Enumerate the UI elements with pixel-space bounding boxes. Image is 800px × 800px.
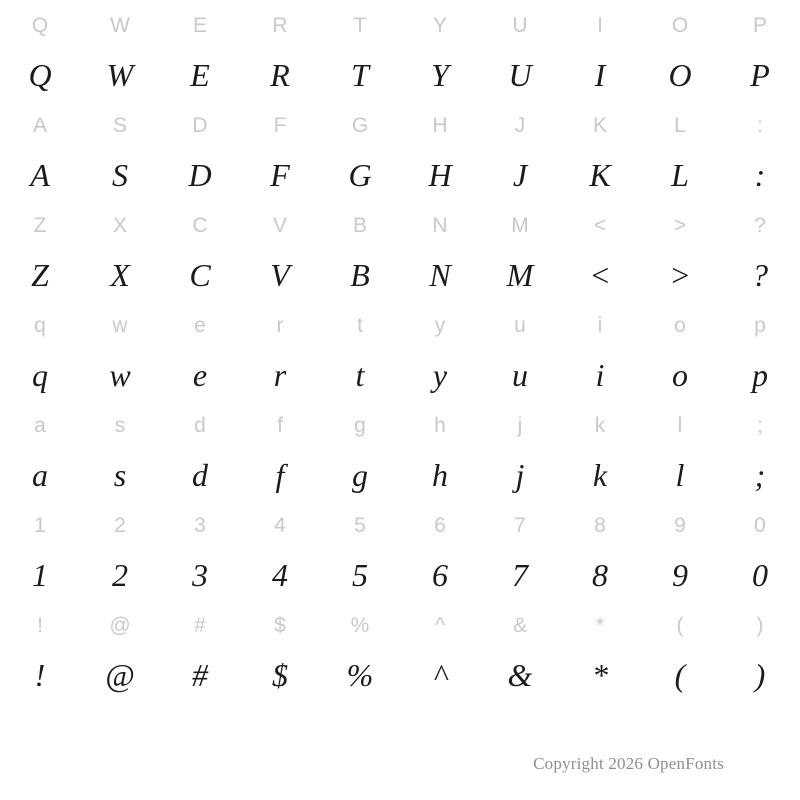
glyph-cell: * — [595, 613, 605, 637]
glyph-cell: i — [595, 357, 605, 393]
glyph-cell: F — [270, 157, 290, 193]
glyph-cell: r — [273, 357, 287, 393]
glyph-cell: S — [112, 157, 128, 193]
copyright-notice: Copyright 2026 OpenFonts — [533, 754, 724, 773]
glyph-cell: j — [517, 413, 523, 437]
glyph-cell: X — [110, 257, 130, 293]
glyph-cell: P — [750, 57, 770, 93]
glyph-cell: y — [432, 357, 448, 393]
glyph-cell: s — [113, 457, 127, 493]
glyph-cell: t — [355, 357, 365, 393]
glyph-cell: ; — [757, 413, 763, 437]
glyph-cell: e — [194, 313, 206, 337]
glyph-cell: @ — [109, 613, 131, 637]
glyph-cell: g — [354, 413, 366, 437]
glyph-cell: p — [752, 357, 768, 393]
glyph-cell: e — [192, 357, 208, 393]
glyph-cell: < — [589, 257, 611, 293]
glyph-cell: 4 — [272, 557, 288, 593]
glyph-cell: ( — [676, 613, 684, 637]
glyph-cell: Y — [432, 13, 447, 37]
glyph-cell: F — [273, 113, 287, 137]
glyph-cell: L — [671, 157, 689, 193]
glyph-cell: O — [671, 13, 689, 37]
glyph-cell: R — [272, 13, 288, 37]
glyph-cell: & — [507, 657, 533, 693]
glyph-cell: G — [348, 157, 372, 193]
glyph-cell: U — [508, 57, 532, 93]
glyph-cell: B — [350, 257, 370, 293]
glyph-cell: % — [350, 613, 370, 637]
glyph-cell: M — [511, 213, 529, 237]
glyph-cell: a — [32, 457, 48, 493]
glyph-cell: Z — [33, 213, 47, 237]
glyph-cell: N — [429, 257, 451, 293]
glyph-cell: W — [106, 57, 134, 93]
glyph-cell: ^ — [435, 613, 445, 637]
glyph-cell: D — [188, 157, 212, 193]
glyph-cell: d — [192, 457, 208, 493]
glyph-cell: y — [434, 313, 446, 337]
glyph-cell: E — [190, 57, 210, 93]
glyph-cell: s — [114, 413, 126, 437]
glyph-cell: R — [270, 57, 290, 93]
glyph-cell: 8 — [594, 513, 606, 537]
glyph-cell: V — [272, 213, 287, 237]
glyph-cell: G — [351, 113, 369, 137]
glyph-cell: 7 — [512, 557, 528, 593]
glyph-cell: 9 — [674, 513, 686, 537]
glyph-cell: U — [512, 13, 528, 37]
glyph-cell: 3 — [192, 557, 208, 593]
glyph-cell: C — [189, 257, 211, 293]
glyph-cell: h — [434, 413, 446, 437]
glyph-cell: 1 — [32, 557, 48, 593]
glyph-cell: : — [757, 113, 763, 137]
glyph-cell: A — [32, 113, 47, 137]
glyph-cell: > — [669, 257, 691, 293]
glyph-cell: ) — [756, 613, 764, 637]
glyph-cell: $ — [274, 613, 286, 637]
glyph-cell: 0 — [752, 557, 768, 593]
glyph-cell: 5 — [352, 557, 368, 593]
glyph-cell: 9 — [672, 557, 688, 593]
glyph-cell: Y — [431, 57, 449, 93]
glyph-cell: H — [428, 157, 452, 193]
glyph-cell: l — [677, 413, 683, 437]
glyph-cell: K — [592, 113, 607, 137]
glyph-cell: f — [275, 457, 285, 493]
glyph-cell: O — [668, 57, 692, 93]
glyph-cell: X — [112, 213, 127, 237]
glyph-cell: ! — [37, 613, 43, 637]
glyph-cell: W — [110, 13, 130, 37]
glyph-cell: f — [277, 413, 283, 437]
glyph-cell: 6 — [434, 513, 446, 537]
glyph-cell: B — [352, 213, 367, 237]
glyph-cell: 8 — [592, 557, 608, 593]
glyph-cell: ; — [754, 457, 766, 493]
glyph-cell: p — [754, 313, 766, 337]
glyph-cell: M — [506, 257, 534, 293]
glyph-cell: ( — [674, 657, 686, 693]
glyph-cell: q — [34, 313, 46, 337]
glyph-cell: 5 — [354, 513, 366, 537]
glyph-cell: ^ — [433, 657, 447, 693]
glyph-cell: # — [192, 657, 208, 693]
glyph-cell: E — [192, 13, 207, 37]
glyph-cell: ? — [754, 213, 766, 237]
glyph-cell: k — [592, 457, 608, 493]
glyph-cell: u — [512, 357, 528, 393]
glyph-cell: T — [353, 13, 367, 37]
glyph-cell: 2 — [114, 513, 126, 537]
glyph-cell: $ — [272, 657, 288, 693]
glyph-cell: 4 — [274, 513, 286, 537]
glyph-cell: 1 — [34, 513, 46, 537]
glyph-cell: ! — [34, 657, 46, 693]
glyph-cell: 6 — [432, 557, 448, 593]
glyph-cell: % — [346, 657, 374, 693]
glyph-cell: # — [194, 613, 206, 637]
glyph-cell: h — [432, 457, 448, 493]
glyph-cell: & — [512, 613, 527, 637]
glyph-cell: w — [109, 357, 131, 393]
glyph-cell: k — [594, 413, 606, 437]
glyph-cell: o — [674, 313, 686, 337]
glyph-cell: J — [514, 113, 526, 137]
glyph-cell: @ — [105, 657, 135, 693]
glyph-cell: r — [276, 313, 284, 337]
glyph-cell: j — [515, 457, 525, 493]
glyph-cell: T — [351, 57, 369, 93]
glyph-cell: * — [592, 657, 608, 693]
glyph-cell: I — [597, 13, 603, 37]
glyph-cell: V — [270, 257, 290, 293]
glyph-cell: Q — [31, 13, 49, 37]
glyph-cell: 0 — [754, 513, 766, 537]
glyph-cell: A — [30, 157, 50, 193]
glyph-cell: Z — [31, 257, 49, 293]
glyph-cell: w — [112, 313, 128, 337]
glyph-cell: ) — [754, 657, 766, 693]
glyph-cell: u — [514, 313, 526, 337]
glyph-cell: Q — [28, 57, 52, 93]
glyph-cell: > — [673, 213, 687, 237]
glyph-cell: o — [672, 357, 688, 393]
glyph-cell: q — [32, 357, 48, 393]
glyph-cell: 7 — [514, 513, 526, 537]
glyph-cell: a — [34, 413, 46, 437]
glyph-cell: g — [352, 457, 368, 493]
glyph-cell: D — [192, 113, 208, 137]
glyph-cell: < — [593, 213, 607, 237]
glyph-cell: 2 — [112, 557, 128, 593]
glyph-cell: P — [752, 13, 767, 37]
glyph-cell: t — [357, 313, 363, 337]
glyph-cell: J — [512, 157, 528, 193]
glyph-cell: K — [589, 157, 611, 193]
glyph-cell: C — [192, 213, 208, 237]
glyph-cell: 3 — [194, 513, 206, 537]
glyph-cell: i — [597, 313, 603, 337]
glyph-cell: N — [432, 213, 448, 237]
glyph-cell: S — [112, 113, 127, 137]
glyph-cell: : — [754, 157, 766, 193]
glyph-cell: d — [194, 413, 206, 437]
glyph-cell: ? — [752, 257, 768, 293]
glyph-cell: l — [675, 457, 685, 493]
glyph-cell: I — [594, 57, 606, 93]
glyph-cell: L — [674, 113, 686, 137]
glyph-cell: H — [432, 113, 448, 137]
